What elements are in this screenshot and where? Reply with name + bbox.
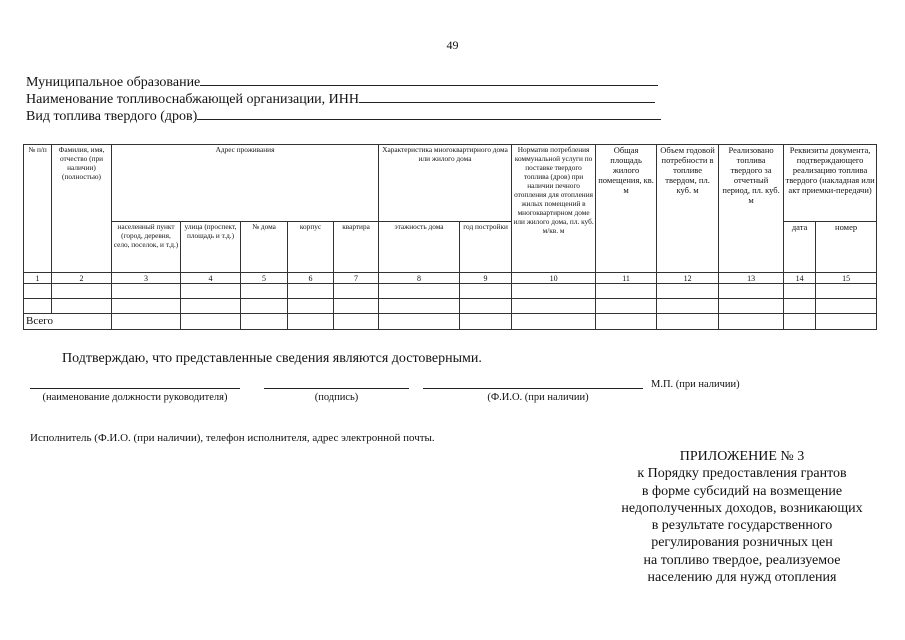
column-number: 14 <box>784 273 816 284</box>
subheader-floors: этажность дома <box>379 222 460 273</box>
appendix-line: в результате государственного <box>651 518 833 534</box>
stamp-label: М.П. (при наличии) <box>651 379 740 390</box>
subheader-settlement: населенный пункт (город, деревня, село, поселок, и т.д.) <box>112 222 181 273</box>
header-requisites: Реквизиты документа, подтверждающего реализацию топлива твердого (накладная или акт приемки-передачи) <box>784 145 877 222</box>
appendix-line: к Порядку предоставления грантов <box>637 466 847 482</box>
sign-signature-line <box>264 388 409 389</box>
header-area: Общая площадь жилого помещения, кв. м <box>596 145 657 273</box>
appendix-line: недополученных доходов, возникающих <box>621 500 863 516</box>
report-table <box>23 144 877 330</box>
header-house-chars: Характеристика многоквартирного дома или жилого дома <box>379 145 512 222</box>
subheader-number: номер <box>816 222 877 273</box>
column-number: 5 <box>241 273 288 284</box>
supplier-input-line <box>359 89 655 103</box>
subheader-date: дата <box>784 222 816 273</box>
subheader-apartment: квартира <box>334 222 379 273</box>
name-caption: (Ф.И.О. (при наличии) <box>487 392 589 403</box>
total-label: Всего <box>24 314 112 330</box>
column-number: 11 <box>596 273 657 284</box>
header-sold: Реализовано топлива твердого за отчетный период, пл. куб. м <box>719 145 784 273</box>
column-number: 1 <box>24 273 52 284</box>
confirmation-text: Подтверждаю, что представленные сведения являются достоверными. <box>62 351 482 366</box>
name-signature-line <box>423 388 643 389</box>
appendix-line: населению для нужд отопления <box>647 570 837 586</box>
column-number: 4 <box>181 273 241 284</box>
column-number: 9 <box>460 273 512 284</box>
appendix-line: на топливо твердое, реализуемое <box>643 552 841 568</box>
appendix-title: ПРИЛОЖЕНИЕ № 3 <box>679 449 805 464</box>
table-header-row <box>24 145 877 222</box>
column-number: 2 <box>52 273 112 284</box>
column-number: 10 <box>512 273 596 284</box>
column-number: 13 <box>719 273 784 284</box>
executor-text: Исполнитель (Ф.И.О. (при наличии), телефон исполнителя, адрес электронной почты. <box>30 432 435 444</box>
position-signature-line <box>30 388 240 389</box>
header-volume: Объем годовой потребности в топливе твердом, пл. куб. м <box>657 145 719 273</box>
municipality-label: Муниципальное образование <box>26 75 201 90</box>
fuel-type-field <box>26 106 661 125</box>
fuel-type-input-line <box>197 106 661 120</box>
column-number-row <box>24 273 877 284</box>
column-number: 3 <box>112 273 181 284</box>
fuel-type-label: Вид топлива твердого (дров) <box>26 109 198 124</box>
column-number: 15 <box>816 273 877 284</box>
supplier-label: Наименование топливоснабжающей организации, ИНН <box>26 92 360 107</box>
header-address: Адрес проживания <box>112 145 379 222</box>
table-row <box>24 299 877 314</box>
appendix-block <box>600 448 884 586</box>
column-number: 8 <box>379 273 460 284</box>
appendix-line: регулирования розничных цен <box>651 535 833 551</box>
position-caption: (наименование должности руководителя) <box>42 392 228 403</box>
sign-caption: (подпись) <box>314 392 359 403</box>
table-row <box>24 284 877 299</box>
header-num: № п/п <box>24 145 52 273</box>
column-number: 12 <box>657 273 719 284</box>
header-fio: Фамилия, имя, отчество (при наличии) (полностью) <box>52 145 112 273</box>
subheader-house: № дома <box>241 222 288 273</box>
municipality-input-line <box>200 72 658 86</box>
subheader-year: год постройки <box>460 222 512 273</box>
header-norm: Норматив потребления коммунальной услуги по поставке твердого топлива (дров) при наличии печного отопления для отопления жилых помещений в многоквартирном доме или жилого дома, пл. куб. м/кв. м <box>512 145 596 273</box>
column-number: 6 <box>288 273 334 284</box>
page-number: 49 <box>446 38 459 52</box>
subheader-building: корпус <box>288 222 334 273</box>
column-number: 7 <box>334 273 379 284</box>
total-row <box>24 314 877 330</box>
appendix-line: в форме субсидий на возмещение <box>641 483 843 499</box>
subheader-street: улица (проспект, площадь и т.д.) <box>181 222 241 273</box>
